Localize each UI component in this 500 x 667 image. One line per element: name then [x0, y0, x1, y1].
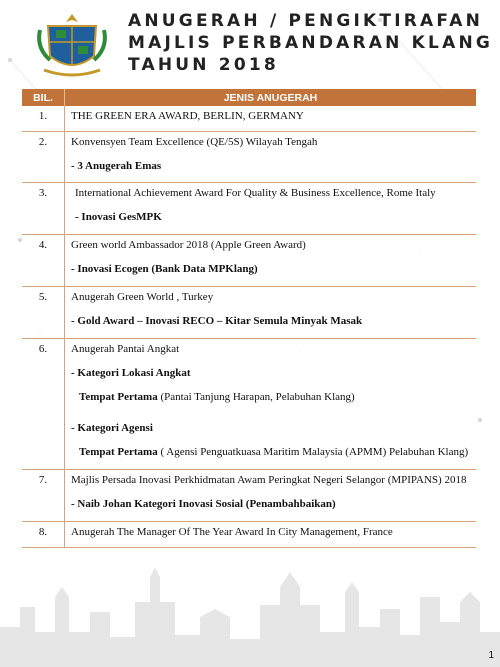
row-number: 4.: [22, 235, 65, 287]
row-number: 3.: [22, 183, 65, 235]
table-row: [22, 470, 476, 522]
placement-label: Tempat Pertama: [79, 446, 158, 458]
table-row: [22, 522, 476, 548]
award-detail: - Inovasi GesMPK: [75, 211, 162, 223]
table-row: [22, 132, 476, 183]
row-number: 8.: [22, 522, 65, 548]
award-detail: - Naib Johan Kategori Inovasi Sosial (Penambahbaikan): [71, 498, 336, 510]
row-number: 1.: [22, 106, 65, 132]
table-row: [22, 106, 476, 132]
award-cell: [65, 470, 477, 522]
row-number: 5.: [22, 287, 65, 339]
award-detail: - Gold Award – Inovasi RECO – Kitar Semula Minyak Masak: [71, 315, 363, 327]
award-cell: [65, 522, 477, 548]
header-jenis-anugerah: JENIS ANUGERAH: [65, 89, 477, 106]
mpk-crest-logo-icon: [34, 8, 110, 84]
placement-detail: ( Agensi Penguatkuasa Maritim Malaysia (APMM) Pelabuhan Klang): [157, 446, 469, 458]
award-cell: [65, 235, 477, 287]
table-row: [22, 339, 476, 470]
award-category: - Kategori Lokasi Angkat: [71, 367, 191, 379]
city-skyline-graphic: [0, 547, 500, 667]
placement-label: Tempat Pertama: [79, 391, 158, 403]
award-title: Majlis Persada Inovasi Perkhidmatan Awam Peringkat Negeri Selangor (MPIPANS) 2018: [71, 474, 467, 486]
award-cell: [65, 183, 477, 235]
table-row: [22, 235, 476, 287]
row-number: 6.: [22, 339, 65, 470]
title-line-2: MAJLIS PERBANDARAN KLANG: [128, 33, 494, 53]
award-title: Anugerah The Manager Of The Year Award In City Management, France: [71, 526, 393, 538]
page-number: 1: [488, 650, 494, 661]
placement-detail: (Pantai Tanjung Harapan, Pelabuhan Klang): [157, 391, 355, 403]
award-cell: [65, 287, 477, 339]
award-cell: [65, 106, 477, 132]
table-row: [22, 183, 476, 235]
title-line-1: ANUGERAH / PENGIKTIRAFAN: [128, 11, 484, 31]
award-cell: [65, 339, 477, 470]
row-number: 7.: [22, 470, 65, 522]
row-number: 2.: [22, 132, 65, 183]
award-placement: [71, 390, 470, 405]
award-category: - Kategori Agensi: [71, 422, 153, 434]
slide-title: [128, 10, 493, 76]
table-header-row: [22, 89, 476, 106]
awards-table: [22, 89, 476, 548]
award-cell: [65, 132, 477, 183]
award-title: THE GREEN ERA AWARD, BERLIN, GERMANY: [71, 110, 304, 122]
award-detail: - 3 Anugerah Emas: [71, 160, 162, 172]
slide-header: [0, 0, 500, 88]
award-title: Konvensyen Team Excellence (QE/5S) Wilayah Tengah: [71, 136, 318, 148]
table-row: [22, 287, 476, 339]
award-title: Green world Ambassador 2018 (Apple Green Award): [71, 239, 306, 251]
title-line-3: TAHUN 2018: [128, 55, 279, 75]
award-placement: [71, 445, 470, 460]
award-title: Anugerah Green World , Turkey: [71, 291, 214, 303]
award-title: Anugerah Pantai Angkat: [71, 343, 180, 355]
award-detail: - Inovasi Ecogen (Bank Data MPKlang): [71, 263, 258, 275]
award-title: International Achievement Award For Quality & Business Excellence, Rome Italy: [75, 187, 436, 199]
header-bil: BIL.: [22, 89, 65, 106]
